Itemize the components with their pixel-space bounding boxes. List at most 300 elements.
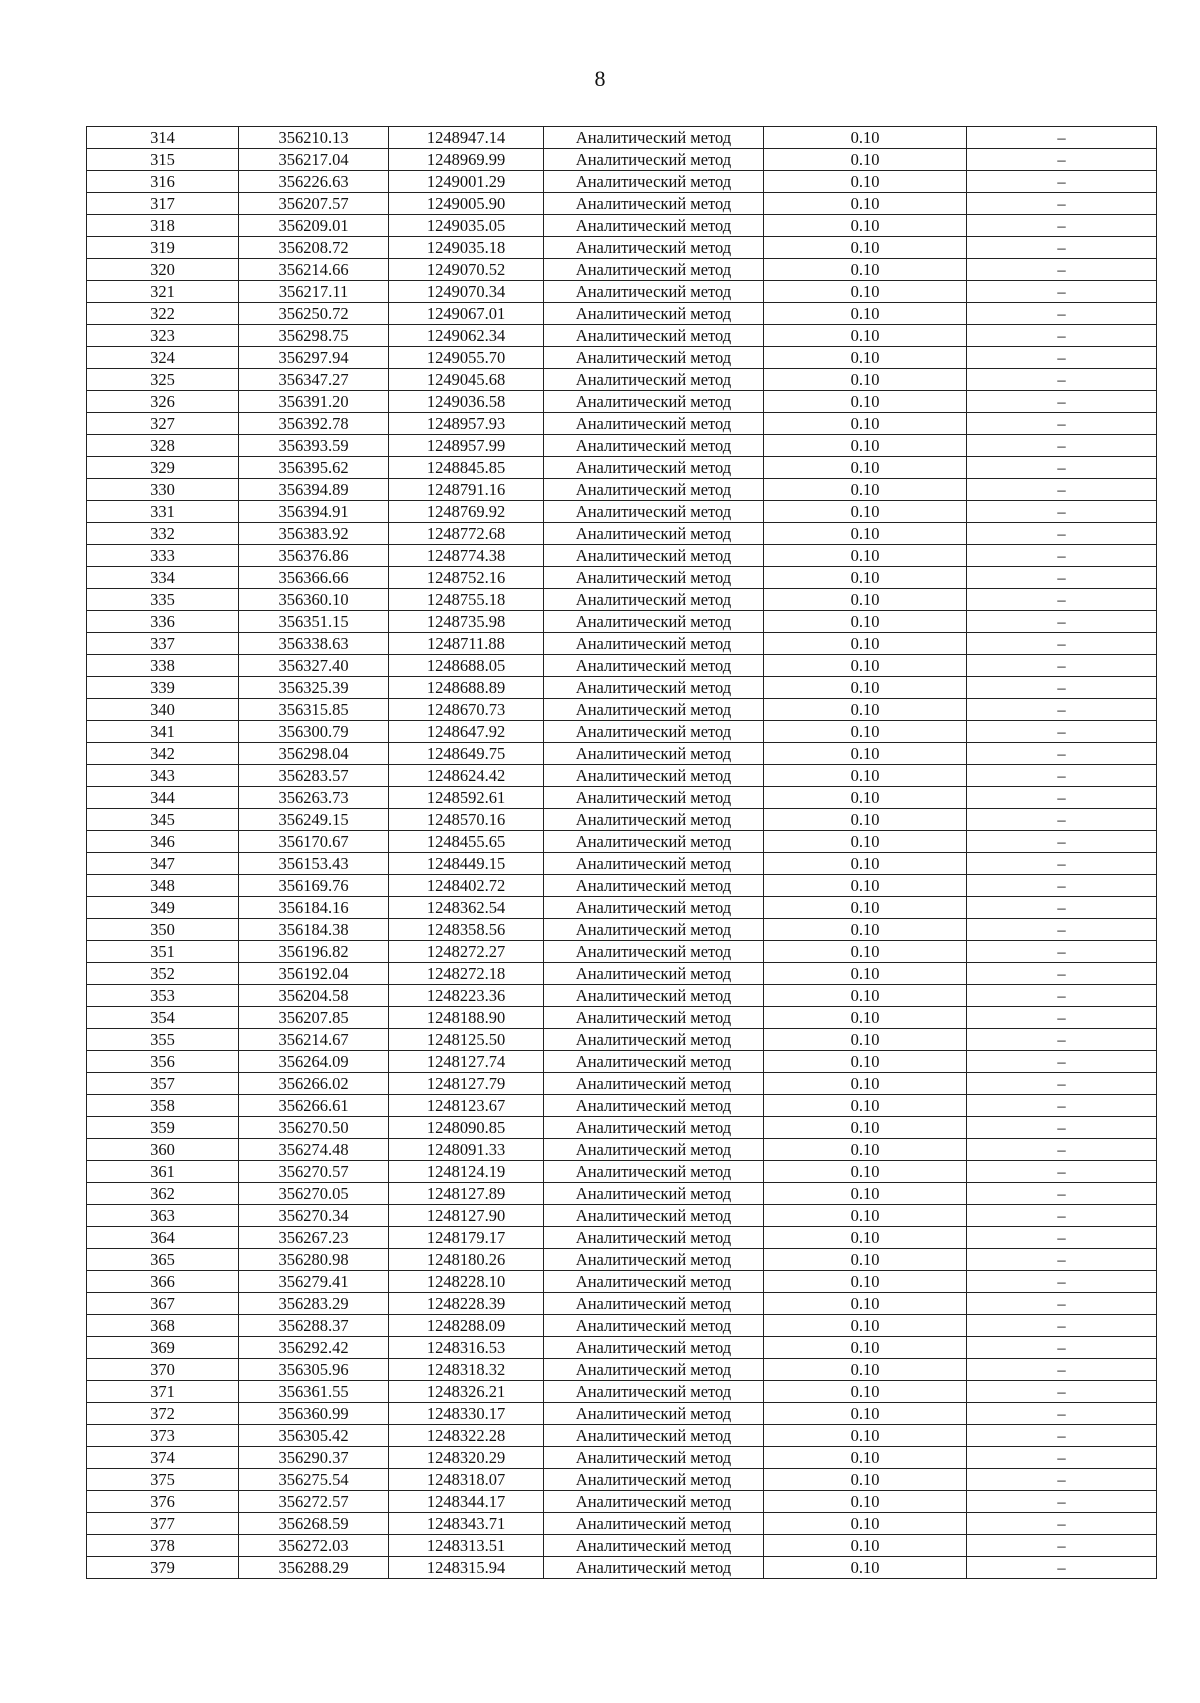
accuracy-cell: 0.10 xyxy=(764,413,967,435)
x-coordinate-cell: 356300.79 xyxy=(239,721,389,743)
point-number-cell: 375 xyxy=(87,1469,239,1491)
y-coordinate-cell: 1248402.72 xyxy=(389,875,544,897)
y-coordinate-cell: 1248180.26 xyxy=(389,1249,544,1271)
note-cell: – xyxy=(967,831,1157,853)
note-cell: – xyxy=(967,1557,1157,1579)
accuracy-cell: 0.10 xyxy=(764,1205,967,1227)
table-row xyxy=(87,941,1157,963)
note-cell: – xyxy=(967,853,1157,875)
y-coordinate-cell: 1248318.07 xyxy=(389,1469,544,1491)
y-coordinate-cell: 1248318.32 xyxy=(389,1359,544,1381)
x-coordinate-cell: 356283.29 xyxy=(239,1293,389,1315)
x-coordinate-cell: 356297.94 xyxy=(239,347,389,369)
point-number-cell: 368 xyxy=(87,1315,239,1337)
accuracy-cell: 0.10 xyxy=(764,127,967,149)
accuracy-cell: 0.10 xyxy=(764,1271,967,1293)
method-cell: Аналитический метод xyxy=(544,787,764,809)
point-number-cell: 318 xyxy=(87,215,239,237)
x-coordinate-cell: 356315.85 xyxy=(239,699,389,721)
y-coordinate-cell: 1248455.65 xyxy=(389,831,544,853)
accuracy-cell: 0.10 xyxy=(764,1557,967,1579)
method-cell: Аналитический метод xyxy=(544,1183,764,1205)
note-cell: – xyxy=(967,1183,1157,1205)
accuracy-cell: 0.10 xyxy=(764,1513,967,1535)
point-number-cell: 356 xyxy=(87,1051,239,1073)
note-cell: – xyxy=(967,193,1157,215)
y-coordinate-cell: 1248127.74 xyxy=(389,1051,544,1073)
method-cell: Аналитический метод xyxy=(544,1425,764,1447)
method-cell: Аналитический метод xyxy=(544,831,764,853)
accuracy-cell: 0.10 xyxy=(764,1139,967,1161)
note-cell: – xyxy=(967,413,1157,435)
table-row xyxy=(87,171,1157,193)
y-coordinate-cell: 1248752.16 xyxy=(389,567,544,589)
method-cell: Аналитический метод xyxy=(544,677,764,699)
note-cell: – xyxy=(967,435,1157,457)
y-coordinate-cell: 1249001.29 xyxy=(389,171,544,193)
x-coordinate-cell: 356153.43 xyxy=(239,853,389,875)
x-coordinate-cell: 356274.48 xyxy=(239,1139,389,1161)
accuracy-cell: 0.10 xyxy=(764,809,967,831)
accuracy-cell: 0.10 xyxy=(764,1359,967,1381)
method-cell: Аналитический метод xyxy=(544,413,764,435)
note-cell: – xyxy=(967,677,1157,699)
method-cell: Аналитический метод xyxy=(544,501,764,523)
accuracy-cell: 0.10 xyxy=(764,1381,967,1403)
y-coordinate-cell: 1248647.92 xyxy=(389,721,544,743)
table-row xyxy=(87,875,1157,897)
table-row xyxy=(87,259,1157,281)
point-number-cell: 332 xyxy=(87,523,239,545)
x-coordinate-cell: 356392.78 xyxy=(239,413,389,435)
method-cell: Аналитический метод xyxy=(544,765,764,787)
note-cell: – xyxy=(967,1513,1157,1535)
table-row xyxy=(87,1029,1157,1051)
accuracy-cell: 0.10 xyxy=(764,1007,967,1029)
y-coordinate-cell: 1248315.94 xyxy=(389,1557,544,1579)
method-cell: Аналитический метод xyxy=(544,545,764,567)
table-row xyxy=(87,215,1157,237)
note-cell: – xyxy=(967,567,1157,589)
point-number-cell: 372 xyxy=(87,1403,239,1425)
note-cell: – xyxy=(967,1205,1157,1227)
table-row xyxy=(87,1381,1157,1403)
method-cell: Аналитический метод xyxy=(544,171,764,193)
y-coordinate-cell: 1249036.58 xyxy=(389,391,544,413)
table-row xyxy=(87,1403,1157,1425)
note-cell: – xyxy=(967,1359,1157,1381)
method-cell: Аналитический метод xyxy=(544,1007,764,1029)
x-coordinate-cell: 356270.34 xyxy=(239,1205,389,1227)
table-row xyxy=(87,611,1157,633)
point-number-cell: 322 xyxy=(87,303,239,325)
y-coordinate-cell: 1248228.10 xyxy=(389,1271,544,1293)
note-cell: – xyxy=(967,1403,1157,1425)
point-number-cell: 347 xyxy=(87,853,239,875)
method-cell: Аналитический метод xyxy=(544,281,764,303)
accuracy-cell: 0.10 xyxy=(764,721,967,743)
table-row xyxy=(87,787,1157,809)
method-cell: Аналитический метод xyxy=(544,611,764,633)
table-row xyxy=(87,963,1157,985)
y-coordinate-cell: 1249055.70 xyxy=(389,347,544,369)
y-coordinate-cell: 1248649.75 xyxy=(389,743,544,765)
accuracy-cell: 0.10 xyxy=(764,611,967,633)
accuracy-cell: 0.10 xyxy=(764,831,967,853)
point-number-cell: 338 xyxy=(87,655,239,677)
x-coordinate-cell: 356226.63 xyxy=(239,171,389,193)
accuracy-cell: 0.10 xyxy=(764,897,967,919)
x-coordinate-cell: 356270.05 xyxy=(239,1183,389,1205)
note-cell: – xyxy=(967,479,1157,501)
y-coordinate-cell: 1249035.18 xyxy=(389,237,544,259)
point-number-cell: 353 xyxy=(87,985,239,1007)
table-row xyxy=(87,985,1157,1007)
table-row xyxy=(87,1095,1157,1117)
method-cell: Аналитический метод xyxy=(544,1557,764,1579)
table-row xyxy=(87,127,1157,149)
table-row xyxy=(87,1359,1157,1381)
y-coordinate-cell: 1248947.14 xyxy=(389,127,544,149)
accuracy-cell: 0.10 xyxy=(764,1469,967,1491)
method-cell: Аналитический метод xyxy=(544,193,764,215)
accuracy-cell: 0.10 xyxy=(764,1117,967,1139)
table-row xyxy=(87,1227,1157,1249)
x-coordinate-cell: 356210.13 xyxy=(239,127,389,149)
note-cell: – xyxy=(967,633,1157,655)
table-row xyxy=(87,1073,1157,1095)
note-cell: – xyxy=(967,1425,1157,1447)
point-number-cell: 366 xyxy=(87,1271,239,1293)
table-row xyxy=(87,237,1157,259)
y-coordinate-cell: 1248769.92 xyxy=(389,501,544,523)
x-coordinate-cell: 356394.91 xyxy=(239,501,389,523)
point-number-cell: 348 xyxy=(87,875,239,897)
table-row xyxy=(87,1337,1157,1359)
accuracy-cell: 0.10 xyxy=(764,479,967,501)
method-cell: Аналитический метод xyxy=(544,985,764,1007)
method-cell: Аналитический метод xyxy=(544,127,764,149)
accuracy-cell: 0.10 xyxy=(764,1403,967,1425)
point-number-cell: 324 xyxy=(87,347,239,369)
method-cell: Аналитический метод xyxy=(544,853,764,875)
accuracy-cell: 0.10 xyxy=(764,391,967,413)
note-cell: – xyxy=(967,1095,1157,1117)
method-cell: Аналитический метод xyxy=(544,633,764,655)
note-cell: – xyxy=(967,523,1157,545)
accuracy-cell: 0.10 xyxy=(764,1293,967,1315)
method-cell: Аналитический метод xyxy=(544,1293,764,1315)
table-row xyxy=(87,1249,1157,1271)
accuracy-cell: 0.10 xyxy=(764,303,967,325)
y-coordinate-cell: 1248125.50 xyxy=(389,1029,544,1051)
accuracy-cell: 0.10 xyxy=(764,1161,967,1183)
method-cell: Аналитический метод xyxy=(544,1337,764,1359)
y-coordinate-cell: 1248791.16 xyxy=(389,479,544,501)
method-cell: Аналитический метод xyxy=(544,1095,764,1117)
point-number-cell: 314 xyxy=(87,127,239,149)
method-cell: Аналитический метод xyxy=(544,479,764,501)
method-cell: Аналитический метод xyxy=(544,1491,764,1513)
y-coordinate-cell: 1249067.01 xyxy=(389,303,544,325)
method-cell: Аналитический метод xyxy=(544,1205,764,1227)
accuracy-cell: 0.10 xyxy=(764,501,967,523)
note-cell: – xyxy=(967,963,1157,985)
note-cell: – xyxy=(967,259,1157,281)
x-coordinate-cell: 356272.03 xyxy=(239,1535,389,1557)
y-coordinate-cell: 1248223.36 xyxy=(389,985,544,1007)
accuracy-cell: 0.10 xyxy=(764,457,967,479)
y-coordinate-cell: 1248755.18 xyxy=(389,589,544,611)
x-coordinate-cell: 356217.11 xyxy=(239,281,389,303)
table-row xyxy=(87,149,1157,171)
x-coordinate-cell: 356347.27 xyxy=(239,369,389,391)
accuracy-cell: 0.10 xyxy=(764,985,967,1007)
accuracy-cell: 0.10 xyxy=(764,1051,967,1073)
accuracy-cell: 0.10 xyxy=(764,1425,967,1447)
x-coordinate-cell: 356266.02 xyxy=(239,1073,389,1095)
point-number-cell: 333 xyxy=(87,545,239,567)
table-row xyxy=(87,1161,1157,1183)
point-number-cell: 317 xyxy=(87,193,239,215)
accuracy-cell: 0.10 xyxy=(764,149,967,171)
method-cell: Аналитический метод xyxy=(544,1161,764,1183)
table-row xyxy=(87,809,1157,831)
note-cell: – xyxy=(967,127,1157,149)
point-number-cell: 370 xyxy=(87,1359,239,1381)
point-number-cell: 335 xyxy=(87,589,239,611)
y-coordinate-cell: 1248957.93 xyxy=(389,413,544,435)
note-cell: – xyxy=(967,1051,1157,1073)
method-cell: Аналитический метод xyxy=(544,1029,764,1051)
y-coordinate-cell: 1248272.27 xyxy=(389,941,544,963)
point-number-cell: 337 xyxy=(87,633,239,655)
method-cell: Аналитический метод xyxy=(544,699,764,721)
point-number-cell: 334 xyxy=(87,567,239,589)
table-row xyxy=(87,853,1157,875)
table-row xyxy=(87,919,1157,941)
table-row xyxy=(87,655,1157,677)
y-coordinate-cell: 1248090.85 xyxy=(389,1117,544,1139)
table-row xyxy=(87,193,1157,215)
y-coordinate-cell: 1249062.34 xyxy=(389,325,544,347)
method-cell: Аналитический метод xyxy=(544,1381,764,1403)
method-cell: Аналитический метод xyxy=(544,303,764,325)
point-number-cell: 331 xyxy=(87,501,239,523)
x-coordinate-cell: 356272.57 xyxy=(239,1491,389,1513)
note-cell: – xyxy=(967,215,1157,237)
note-cell: – xyxy=(967,303,1157,325)
point-number-cell: 319 xyxy=(87,237,239,259)
method-cell: Аналитический метод xyxy=(544,1249,764,1271)
x-coordinate-cell: 356292.42 xyxy=(239,1337,389,1359)
note-cell: – xyxy=(967,369,1157,391)
table-row xyxy=(87,765,1157,787)
y-coordinate-cell: 1248272.18 xyxy=(389,963,544,985)
accuracy-cell: 0.10 xyxy=(764,765,967,787)
point-number-cell: 342 xyxy=(87,743,239,765)
y-coordinate-cell: 1248124.19 xyxy=(389,1161,544,1183)
x-coordinate-cell: 356280.98 xyxy=(239,1249,389,1271)
table-row xyxy=(87,369,1157,391)
x-coordinate-cell: 356327.40 xyxy=(239,655,389,677)
x-coordinate-cell: 356184.38 xyxy=(239,919,389,941)
note-cell: – xyxy=(967,765,1157,787)
y-coordinate-cell: 1249005.90 xyxy=(389,193,544,215)
point-number-cell: 336 xyxy=(87,611,239,633)
method-cell: Аналитический метод xyxy=(544,369,764,391)
accuracy-cell: 0.10 xyxy=(764,171,967,193)
note-cell: – xyxy=(967,281,1157,303)
coordinates-table-body xyxy=(87,127,1157,1579)
point-number-cell: 367 xyxy=(87,1293,239,1315)
point-number-cell: 369 xyxy=(87,1337,239,1359)
method-cell: Аналитический метод xyxy=(544,1051,764,1073)
note-cell: – xyxy=(967,919,1157,941)
x-coordinate-cell: 356207.57 xyxy=(239,193,389,215)
point-number-cell: 364 xyxy=(87,1227,239,1249)
y-coordinate-cell: 1248316.53 xyxy=(389,1337,544,1359)
method-cell: Аналитический метод xyxy=(544,1403,764,1425)
table-row xyxy=(87,567,1157,589)
note-cell: – xyxy=(967,391,1157,413)
accuracy-cell: 0.10 xyxy=(764,1183,967,1205)
accuracy-cell: 0.10 xyxy=(764,963,967,985)
x-coordinate-cell: 356395.62 xyxy=(239,457,389,479)
note-cell: – xyxy=(967,655,1157,677)
point-number-cell: 373 xyxy=(87,1425,239,1447)
x-coordinate-cell: 356290.37 xyxy=(239,1447,389,1469)
y-coordinate-cell: 1248624.42 xyxy=(389,765,544,787)
note-cell: – xyxy=(967,897,1157,919)
accuracy-cell: 0.10 xyxy=(764,567,967,589)
x-coordinate-cell: 356268.59 xyxy=(239,1513,389,1535)
note-cell: – xyxy=(967,237,1157,259)
note-cell: – xyxy=(967,1381,1157,1403)
note-cell: – xyxy=(967,721,1157,743)
accuracy-cell: 0.10 xyxy=(764,1337,967,1359)
accuracy-cell: 0.10 xyxy=(764,523,967,545)
method-cell: Аналитический метод xyxy=(544,1315,764,1337)
method-cell: Аналитический метод xyxy=(544,1227,764,1249)
table-row xyxy=(87,1183,1157,1205)
method-cell: Аналитический метод xyxy=(544,721,764,743)
y-coordinate-cell: 1248362.54 xyxy=(389,897,544,919)
method-cell: Аналитический метод xyxy=(544,1513,764,1535)
table-row xyxy=(87,545,1157,567)
y-coordinate-cell: 1248774.38 xyxy=(389,545,544,567)
accuracy-cell: 0.10 xyxy=(764,589,967,611)
note-cell: – xyxy=(967,787,1157,809)
accuracy-cell: 0.10 xyxy=(764,941,967,963)
x-coordinate-cell: 356267.23 xyxy=(239,1227,389,1249)
point-number-cell: 362 xyxy=(87,1183,239,1205)
y-coordinate-cell: 1249070.52 xyxy=(389,259,544,281)
method-cell: Аналитический метод xyxy=(544,1535,764,1557)
accuracy-cell: 0.10 xyxy=(764,743,967,765)
y-coordinate-cell: 1248179.17 xyxy=(389,1227,544,1249)
point-number-cell: 351 xyxy=(87,941,239,963)
note-cell: – xyxy=(967,1227,1157,1249)
table-row xyxy=(87,479,1157,501)
point-number-cell: 316 xyxy=(87,171,239,193)
table-row xyxy=(87,1535,1157,1557)
point-number-cell: 325 xyxy=(87,369,239,391)
x-coordinate-cell: 356360.99 xyxy=(239,1403,389,1425)
accuracy-cell: 0.10 xyxy=(764,1073,967,1095)
point-number-cell: 346 xyxy=(87,831,239,853)
table-row xyxy=(87,1447,1157,1469)
x-coordinate-cell: 356288.37 xyxy=(239,1315,389,1337)
y-coordinate-cell: 1248326.21 xyxy=(389,1381,544,1403)
x-coordinate-cell: 356298.04 xyxy=(239,743,389,765)
x-coordinate-cell: 356208.72 xyxy=(239,237,389,259)
note-cell: – xyxy=(967,611,1157,633)
point-number-cell: 341 xyxy=(87,721,239,743)
y-coordinate-cell: 1248127.79 xyxy=(389,1073,544,1095)
table-row xyxy=(87,1139,1157,1161)
method-cell: Аналитический метод xyxy=(544,1447,764,1469)
accuracy-cell: 0.10 xyxy=(764,787,967,809)
x-coordinate-cell: 356270.57 xyxy=(239,1161,389,1183)
y-coordinate-cell: 1248570.16 xyxy=(389,809,544,831)
method-cell: Аналитический метод xyxy=(544,1271,764,1293)
point-number-cell: 371 xyxy=(87,1381,239,1403)
accuracy-cell: 0.10 xyxy=(764,369,967,391)
method-cell: Аналитический метод xyxy=(544,743,764,765)
note-cell: – xyxy=(967,1293,1157,1315)
x-coordinate-cell: 356266.61 xyxy=(239,1095,389,1117)
accuracy-cell: 0.10 xyxy=(764,853,967,875)
y-coordinate-cell: 1249070.34 xyxy=(389,281,544,303)
point-number-cell: 323 xyxy=(87,325,239,347)
y-coordinate-cell: 1248772.68 xyxy=(389,523,544,545)
y-coordinate-cell: 1248969.99 xyxy=(389,149,544,171)
method-cell: Аналитический метод xyxy=(544,215,764,237)
accuracy-cell: 0.10 xyxy=(764,919,967,941)
x-coordinate-cell: 356250.72 xyxy=(239,303,389,325)
y-coordinate-cell: 1248343.71 xyxy=(389,1513,544,1535)
method-cell: Аналитический метод xyxy=(544,1469,764,1491)
y-coordinate-cell: 1248320.29 xyxy=(389,1447,544,1469)
accuracy-cell: 0.10 xyxy=(764,1491,967,1513)
note-cell: – xyxy=(967,325,1157,347)
note-cell: – xyxy=(967,1315,1157,1337)
accuracy-cell: 0.10 xyxy=(764,347,967,369)
y-coordinate-cell: 1248711.88 xyxy=(389,633,544,655)
point-number-cell: 365 xyxy=(87,1249,239,1271)
y-coordinate-cell: 1248670.73 xyxy=(389,699,544,721)
accuracy-cell: 0.10 xyxy=(764,435,967,457)
x-coordinate-cell: 356305.96 xyxy=(239,1359,389,1381)
note-cell: – xyxy=(967,985,1157,1007)
note-cell: – xyxy=(967,1447,1157,1469)
table-row xyxy=(87,347,1157,369)
x-coordinate-cell: 356360.10 xyxy=(239,589,389,611)
y-coordinate-cell: 1248688.89 xyxy=(389,677,544,699)
table-row xyxy=(87,831,1157,853)
point-number-cell: 315 xyxy=(87,149,239,171)
note-cell: – xyxy=(967,1337,1157,1359)
y-coordinate-cell: 1248845.85 xyxy=(389,457,544,479)
accuracy-cell: 0.10 xyxy=(764,677,967,699)
point-number-cell: 327 xyxy=(87,413,239,435)
point-number-cell: 330 xyxy=(87,479,239,501)
y-coordinate-cell: 1248127.89 xyxy=(389,1183,544,1205)
table-row xyxy=(87,699,1157,721)
x-coordinate-cell: 356305.42 xyxy=(239,1425,389,1447)
accuracy-cell: 0.10 xyxy=(764,1447,967,1469)
